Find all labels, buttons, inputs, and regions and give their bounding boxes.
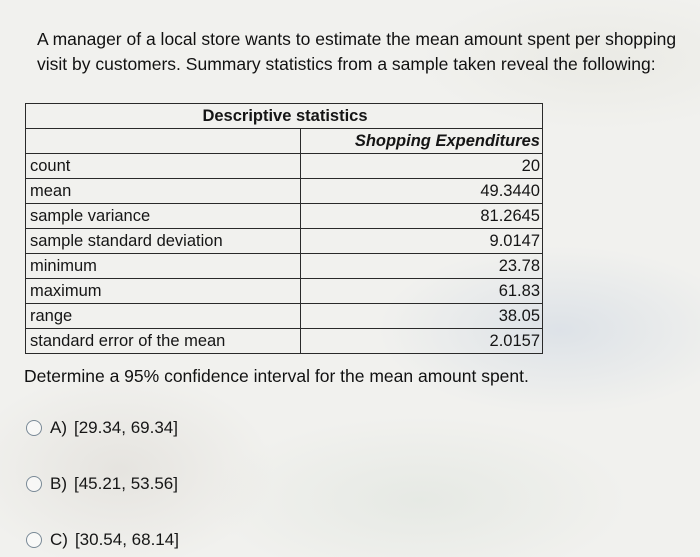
question-prompt: Determine a 95% confidence interval for the mean amount spent. xyxy=(24,366,529,386)
table-row xyxy=(26,204,543,229)
descriptive-statistics-table xyxy=(25,103,543,354)
table-row xyxy=(26,254,543,279)
option-b[interactable] xyxy=(26,474,178,494)
row-label: minimum xyxy=(26,254,301,279)
row-value: 2.0157 xyxy=(301,329,543,354)
table-row xyxy=(26,229,543,254)
question-line-1: A manager of a local store wants to estimate the mean amount spent per shopping xyxy=(37,29,677,49)
row-label: count xyxy=(26,154,301,179)
header-blank-cell xyxy=(26,129,301,154)
row-label: maximum xyxy=(26,279,301,304)
table-row xyxy=(26,179,543,204)
option-text: [45.21, 53.56] xyxy=(74,474,178,493)
option-letter: A) xyxy=(50,418,67,437)
table-caption: Descriptive statistics xyxy=(26,104,543,129)
row-label: sample variance xyxy=(26,204,301,229)
option-letter: C) xyxy=(50,530,68,549)
option-c[interactable] xyxy=(26,530,179,550)
radio-button-icon[interactable] xyxy=(26,532,42,548)
option-a[interactable] xyxy=(26,418,178,438)
option-letter: B) xyxy=(50,474,67,493)
option-text: [30.54, 68.14] xyxy=(74,530,179,549)
table-row xyxy=(26,279,543,304)
row-value: 20 xyxy=(301,154,543,179)
row-label: sample standard deviation xyxy=(26,229,301,254)
column-header: Shopping Expenditures xyxy=(301,129,543,154)
option-text: [29.34, 69.34] xyxy=(74,418,178,437)
row-value: 49.3440 xyxy=(301,179,543,204)
question-text xyxy=(37,27,687,77)
row-label: range xyxy=(26,304,301,329)
table-row xyxy=(26,304,543,329)
row-value: 9.0147 xyxy=(301,229,543,254)
table-row xyxy=(26,154,543,179)
radio-button-icon[interactable] xyxy=(26,476,42,492)
table-header-row xyxy=(26,129,543,154)
row-value: 81.2645 xyxy=(301,204,543,229)
row-label: standard error of the mean xyxy=(26,329,301,354)
table-caption-row xyxy=(26,104,543,129)
row-value: 61.83 xyxy=(301,279,543,304)
row-value: 38.05 xyxy=(301,304,543,329)
radio-button-icon[interactable] xyxy=(26,420,42,436)
table-row xyxy=(26,329,543,354)
question-line-2: visit by customers. Summary statistics from a sample taken reveal the following: xyxy=(37,54,656,74)
row-value: 23.78 xyxy=(301,254,543,279)
row-label: mean xyxy=(26,179,301,204)
